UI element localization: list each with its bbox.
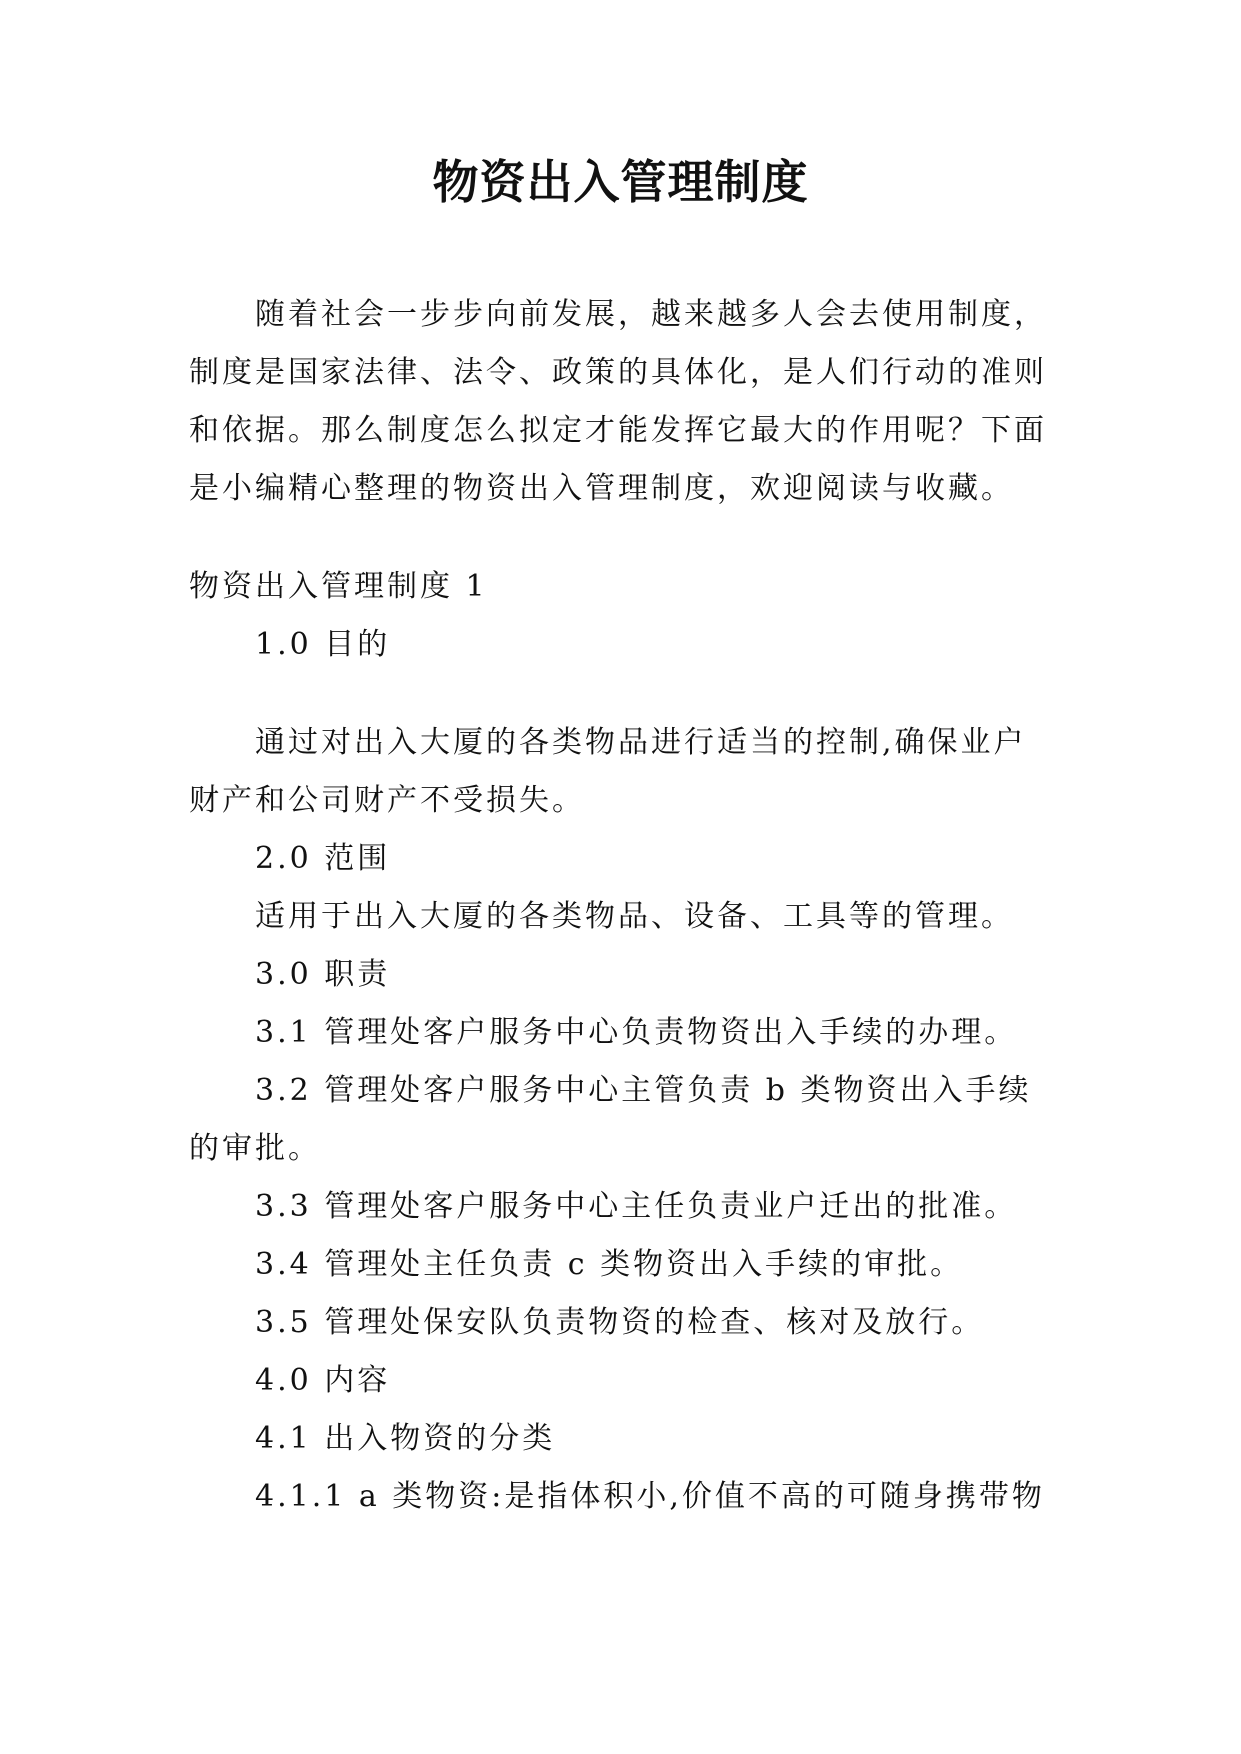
duty-3-2: 3.2 管理处客户服务中心主管负责 b 类物资出入手续的审批。 [189, 1073, 1032, 1166]
duty-3-1: 3.1 管理处客户服务中心负责物资出入手续的办理。 [255, 1015, 1018, 1050]
heading-purpose: 1.0 目的 [255, 627, 391, 662]
heading-duties: 3.0 职责 [255, 957, 391, 992]
heading-scope: 2.0 范围 [255, 841, 391, 876]
duty-3-4: 3.4 管理处主任负责 c 类物资出入手续的审批。 [255, 1247, 964, 1282]
spacer [189, 518, 1049, 558]
section-title: 物资出入管理制度 1 [189, 569, 488, 604]
document-title: 物资出入管理制度 [432, 155, 809, 209]
duty-3-3: 3.3 管理处客户服务中心主任负责业户迁出的批准。 [255, 1189, 1018, 1224]
document-body [189, 286, 1049, 1526]
heading-classification: 4.1 出入物资的分类 [255, 1421, 556, 1456]
classification-a: 4.1.1 a 类物资:是指体积小,价值不高的可随身携带物 [255, 1479, 1045, 1514]
duty-3-5: 3.5 管理处保安队负责物资的检查、核对及放行。 [255, 1305, 985, 1340]
heading-content: 4.0 内容 [255, 1363, 391, 1398]
paragraph-purpose: 通过对出入大厦的各类物品进行适当的控制,确保业户财产和公司财产不受损失。 [189, 725, 1027, 818]
spacer [189, 674, 1049, 714]
paragraph-scope: 适用于出入大厦的各类物品、设备、工具等的管理。 [255, 899, 1014, 934]
intro-paragraph: 随着社会一步步向前发展，越来越多人会去使用制度，制度是国家法律、法令、政策的具体化，是人们行动的准则和依据。那么制度怎么拟定才能发挥它最大的作用呢？下面是小编精心整理的物资出入管理制度，欢迎阅读与收藏。 [189, 297, 1047, 506]
